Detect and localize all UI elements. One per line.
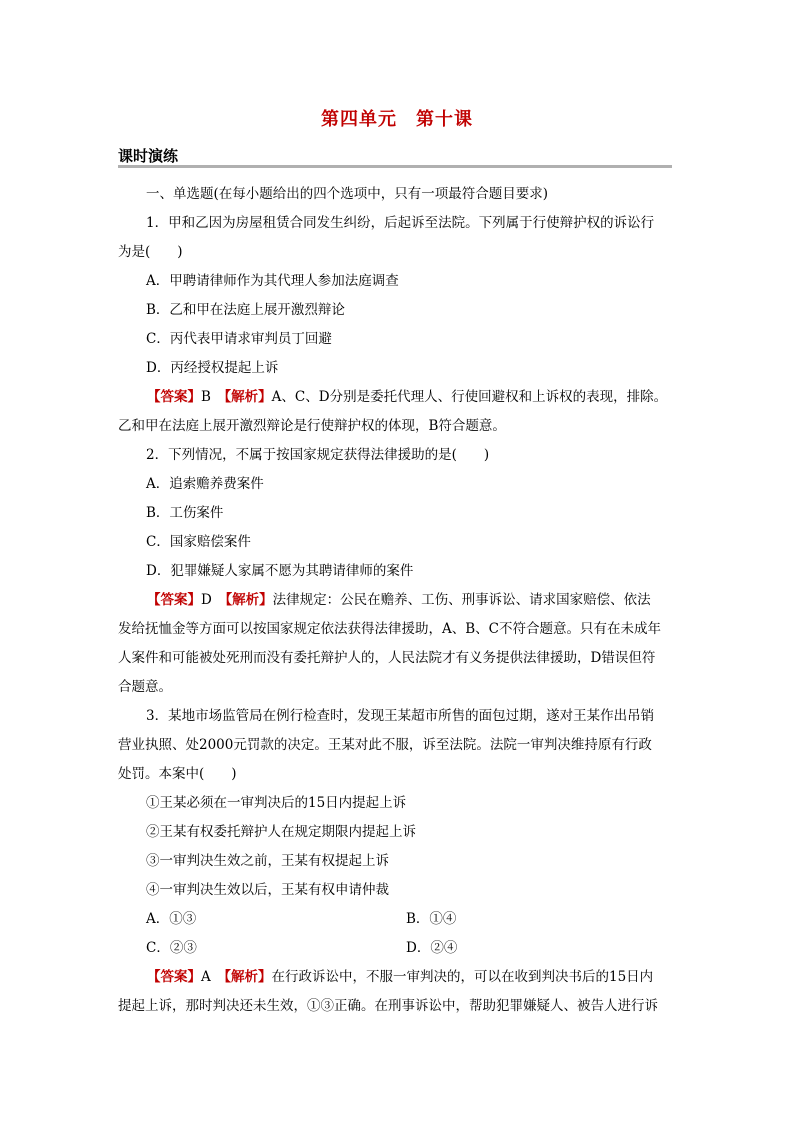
question-3-stem-cont: 营业执照、处2000元罚款的决定。王某对此不服，诉至法院。法院一审判决维持原有行政 — [118, 737, 652, 753]
question-3-stem: 3．某地市场监管局在例行检查时，发现王某超市所售的面包过期，遂对王某作出吊销 — [146, 708, 655, 724]
question-3-statement-3: ③一审判决生效之前，王某有权提起上诉 — [146, 853, 389, 869]
question-2-analysis-cont: 人案件和可能被处死刑而没有委托辩护人的，人民法院才有义务提供法律援助，D错误但符 — [118, 650, 656, 666]
answer-tag: 【答案】 — [147, 592, 201, 608]
question-1-option-b: B．乙和甲在法庭上展开激烈辩论 — [146, 302, 345, 318]
page-title: 第四单元 第十课 — [321, 109, 473, 130]
question-2-answer — [118, 586, 678, 615]
answer-value: A — [201, 969, 225, 985]
question-3-option-c: C．②③ — [146, 940, 197, 956]
analysis-tag: 【解析】 — [225, 592, 273, 608]
question-2-stem: 2．下列情况，不属于按国家规定获得法律援助的是( ) — [146, 447, 490, 463]
answer-value: D — [201, 592, 226, 608]
question-1-option-d: D．丙经授权提起上诉 — [146, 360, 279, 376]
analysis-tag: 【解析】 — [224, 389, 272, 405]
question-1-stem-cont: 为是( ) — [118, 244, 183, 260]
analysis-tag: 【解析】 — [224, 969, 272, 985]
section-divider — [118, 165, 672, 168]
question-3-statement-1: ①王某必须在一审判决后的15日内提起上诉 — [146, 795, 407, 811]
question-3-statement-4: ④一审判决生效以后，王某有权申请仲裁 — [146, 882, 389, 898]
question-1-analysis-cont: 乙和甲在法庭上展开激烈辩论是行使辩护权的体现，B符合题意。 — [118, 418, 506, 434]
question-1-stem: 1．甲和乙因为房屋租赁合同发生纠纷，后起诉至法院。下列属于行使辩护权的诉讼行 — [146, 215, 655, 231]
question-1-option-a: A．甲聘请律师作为其代理人参加法庭调查 — [146, 273, 399, 289]
question-2-analysis-cont: 合题意。 — [118, 679, 172, 695]
question-2-option-d: D．犯罪嫌疑人家属不愿为其聘请律师的案件 — [146, 563, 414, 579]
answer-tag: 【答案】 — [147, 969, 201, 985]
question-3-options-ab — [118, 905, 678, 934]
question-1-option-c: C．丙代表甲请求审判员丁回避 — [146, 331, 332, 347]
question-3-analysis-cont: 提起上诉，那时判决还未生效，①③正确。在刑事诉讼中，帮助犯罪嫌疑人、被告人进行诉 — [118, 998, 658, 1014]
question-1-answer — [118, 383, 678, 412]
question-3-option-a: A．①③ — [146, 911, 197, 927]
section-heading: 课时演练 — [118, 147, 179, 165]
question-content — [118, 180, 678, 1021]
question-3-option-b: B．①④ — [406, 911, 457, 927]
answer-value: B — [201, 389, 225, 405]
question-3-answer — [118, 963, 678, 992]
analysis-text: 法律规定：公民在赡养、工伤、刑事诉讼、请求国家赔偿、依法 — [272, 592, 651, 608]
answer-tag: 【答案】 — [147, 389, 201, 405]
question-3-stem-cont: 处罚。本案中( ) — [118, 766, 237, 782]
analysis-text: 在行政诉讼中，不服一审判决的，可以在收到判决书后的15日内 — [271, 969, 654, 985]
instructions: 一、单选题(在每小题给出的四个选项中，只有一项最符合题目要求) — [146, 186, 549, 202]
question-3-statement-2: ②王某有权委托辩护人在规定期限内提起上诉 — [146, 824, 416, 840]
question-2-option-c: C．国家赔偿案件 — [146, 534, 251, 550]
question-3-option-d: D．②④ — [406, 940, 458, 956]
question-3-options-cd — [118, 934, 678, 963]
analysis-text: A、C、D分别是委托代理人、行使回避权和上诉权的表现，排除。 — [271, 389, 668, 405]
question-2-option-b: B．工伤案件 — [146, 505, 224, 521]
question-2-option-a: A．追索赡养费案件 — [146, 476, 264, 492]
question-2-analysis-cont: 发给抚恤金等方面可以按国家规定依法获得法律援助，A、B、C不符合题意。只有在未成年 — [118, 621, 661, 637]
